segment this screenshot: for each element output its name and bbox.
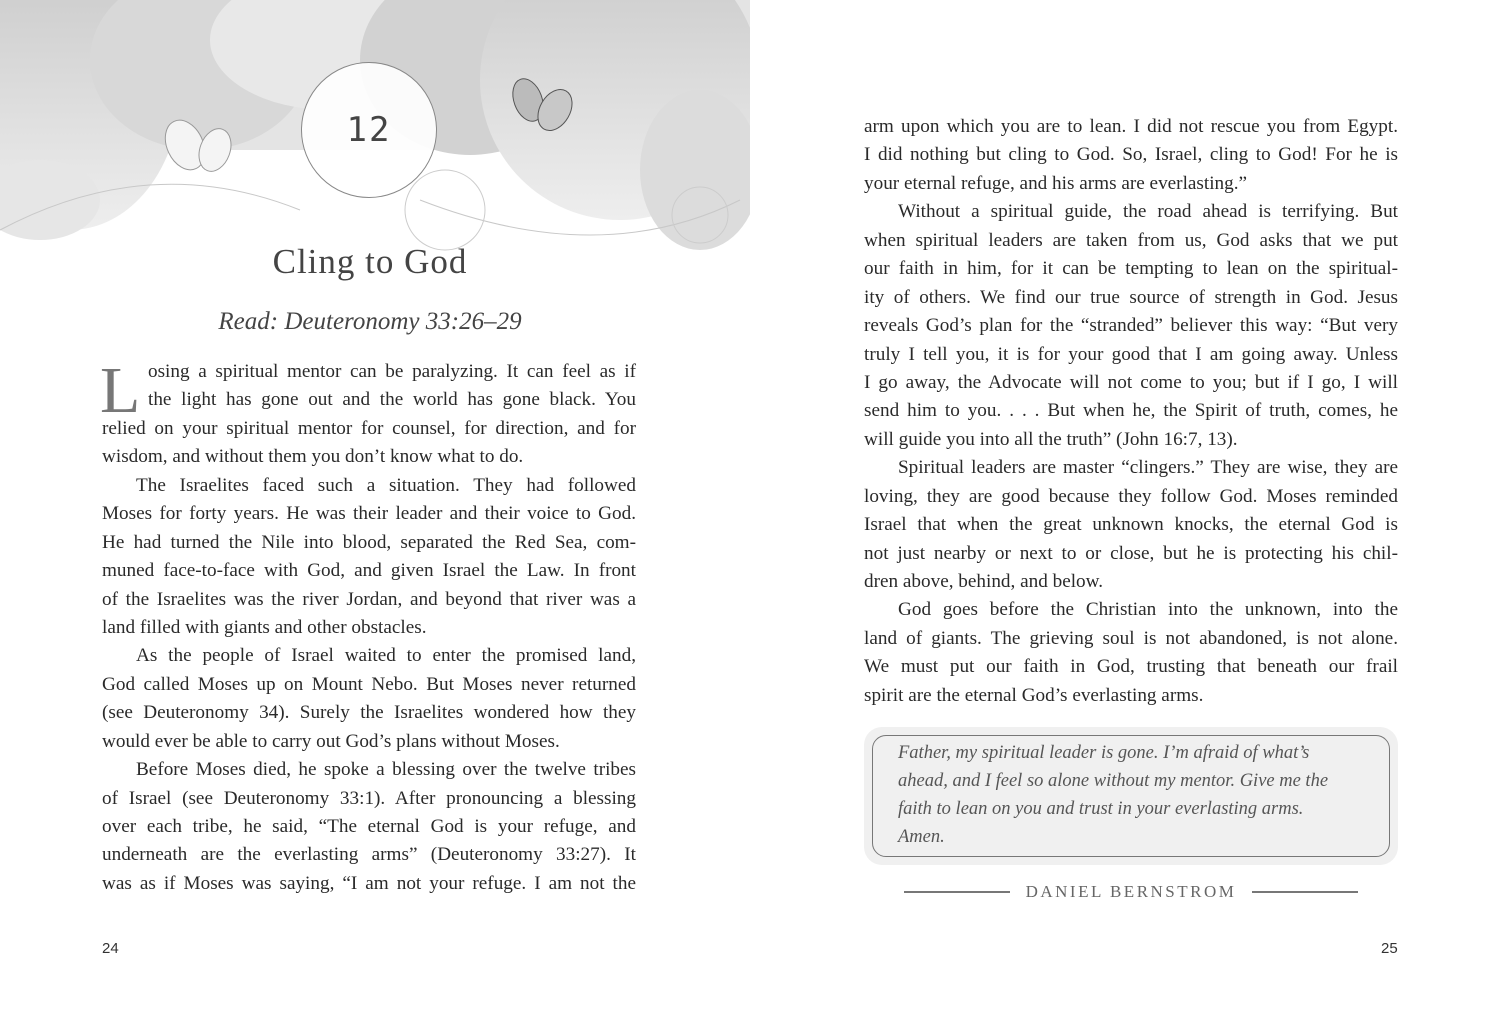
left-body-text [100,354,636,898]
prayer-line: faith to lean on you and trust in your everlasting arms. [898,799,1304,819]
prayer-line: Father, my spiritual leader is gone. I’m afraid of what’s [898,743,1310,763]
text-line: Before Moses died, he spoke a blessing over the twelve tribes [136,759,636,781]
devotion-title: Cling to God [272,242,468,281]
text-line: Spiritual leaders are master “clingers.” They are wise, they are [898,457,1398,479]
text-line: land of giants. The grieving soul is not abandoned, is not alone. [864,627,1398,649]
chapter-number: 12 [301,62,437,198]
page-number: 24 [102,940,119,957]
text-line: osing a spiritual mentor can be paralyzing. It can feel as if [148,361,636,382]
drop-cap: L [100,354,141,427]
text-line: truly I tell you, it is for your good that I am going away. Unless [864,343,1398,365]
text-line: when spiritual leaders are taken from us, God asks that we put [864,229,1398,251]
prayer-line: ahead, and I feel so alone without my mentor. Give me the [898,771,1329,791]
text-line: (see Deuteronomy 34). Surely the Israelites wondered how they [102,702,636,724]
divider [904,891,1010,893]
right-body-text [864,113,1398,710]
text-line: reveals God’s plan for the “stranded” believer this way: “But very [864,315,1398,337]
text-line: was as if Moses was saying, “I am not your refuge. I am not the [102,872,636,894]
text-line: muned face-to-face with God, and given Israel the Law. In front [102,560,636,582]
scripture-reading: Read: Deuteronomy 33:26–29 [218,308,522,335]
text-line: of the Israelites was the river Jordan, and beyond that river was a [102,588,636,610]
text-line: He had turned the Nile into blood, separated the Red Sea, com- [102,531,636,553]
author-name: DANIEL BERNSTROM [1025,882,1237,901]
text-line: will guide you into all the truth” (John 16:7, 13). [864,428,1238,450]
text-line: ity of others. We find our true source of strength in God. Jesus [864,286,1398,308]
text-line: over each tribe, he said, “The eternal God is your refuge, and [102,816,636,837]
text-line: Without a spiritual guide, the road ahead is terrifying. But [898,201,1398,223]
text-line: the light has gone out and the world has gone black. You [148,389,636,411]
text-line: I go away, the Advocate will not come to you; but if I go, I will [864,371,1398,393]
text-line: our faith in him, for it can be tempting to lean on the spiritual- [864,258,1398,280]
text-line: spirit are the eternal God’s everlasting arms. [864,684,1204,706]
text-line: The Israelites faced such a situation. They had followed [136,474,636,496]
prayer-text [872,735,1390,857]
text-line: your eternal refuge, and his arms are everlasting.” [864,172,1248,194]
text-line: would ever be able to carry out God’s plans without Moses. [102,730,560,752]
text-line: Moses for forty years. He was their leader and their voice to God. [102,503,636,525]
text-line: of Israel (see Deuteronomy 33:1). After pronouncing a blessing [102,787,636,809]
text-line: As the people of Israel waited to enter the promised land, [136,645,636,667]
text-line: loving, they are good because they follow God. Moses reminded [864,485,1398,507]
prayer-box [864,727,1398,865]
divider [1252,891,1358,893]
text-line: underneath are the everlasting arms” (Deuteronomy 33:27). It [102,844,636,866]
text-line: God goes before the Christian into the unknown, into the [898,599,1398,621]
text-line: God called Moses up on Mount Nebo. But Moses never returned [102,673,636,695]
text-line: Israel that when the great unknown knocks, the eternal God is [864,514,1398,536]
text-line: relied on your spiritual mentor for counsel, for direction, and for [102,417,636,439]
right-page [750,0,1500,1023]
page-number: 25 [1381,940,1398,957]
text-line: We must put our faith in God, trusting that beneath our frail [864,656,1398,678]
author-byline [864,882,1398,902]
text-line: dren above, behind, and below. [864,571,1104,592]
prayer-line: Amen. [898,827,945,847]
text-line: wisdom, and without them you don’t know what to do. [102,446,524,468]
text-line: land filled with giants and other obstacles. [102,616,427,638]
text-line: I did nothing but cling to God. So, Israel, cling to God! For he is [864,144,1398,166]
text-line: not just nearby or next to or close, but he is protecting his chil- [864,542,1398,564]
text-line: arm upon which you are to lean. I did not rescue you from Egypt. [864,116,1398,137]
text-line: send him to you. . . . But when he, the Spirit of truth, comes, he [864,400,1398,422]
